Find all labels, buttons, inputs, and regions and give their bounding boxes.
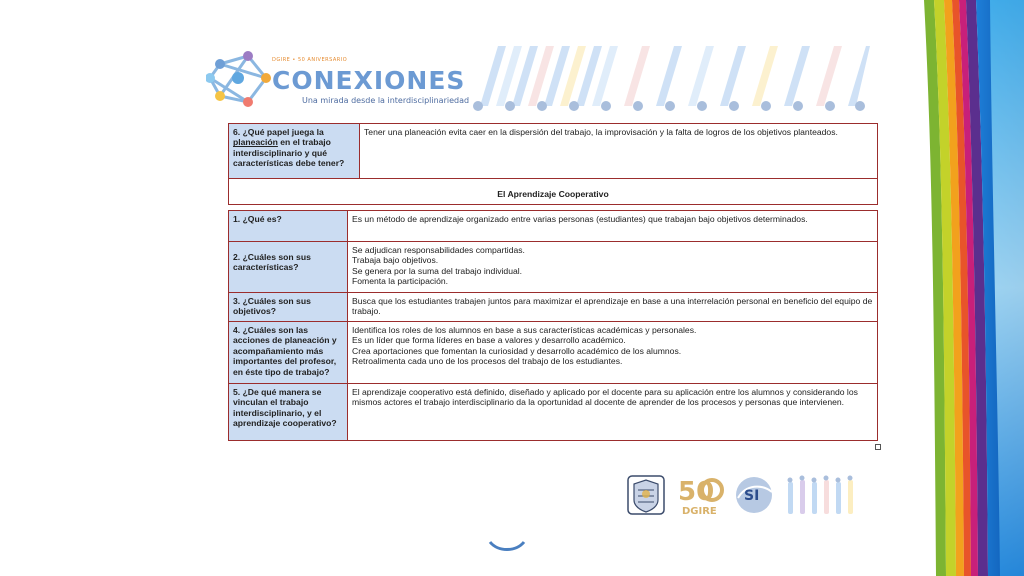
footer-logos (626, 470, 866, 520)
logo-wordmark: CONEXIONES (272, 66, 466, 95)
dgire-label: DGIRE (682, 506, 717, 517)
answer-text: Tener una planeación evita caer en la dispersión del trabajo, la improvisación y la falta de logros de los objetivos planteados. (364, 127, 838, 137)
question-text: ¿Qué es? (242, 214, 282, 224)
table-resize-handle[interactable] (875, 444, 881, 450)
qa-table (228, 123, 878, 205)
answer-cell (348, 211, 878, 242)
section-title: El Aprendizaje Cooperativo (229, 179, 878, 205)
logo-subtitle: Una mirada desde la interdisciplinariedad (302, 96, 470, 105)
answer-line: Se adjudican responsabilidades compartidas. (352, 245, 525, 255)
answer-line: Identifica los roles de los alumnos en base a sus características académicas y personales. (352, 325, 697, 335)
answer-cell (348, 293, 878, 322)
answer-cell (348, 322, 878, 384)
answer-line: Es un líder que forma líderes en base a valores y desarrollo académico. (352, 335, 626, 346)
anniversary-tag: DGIRE • 50 ANIVERSARIO (272, 57, 348, 63)
question-text: ¿Qué papel juega la (242, 127, 324, 137)
table-row (229, 293, 878, 322)
question-text: ¿Cuáles son las acciones de planeación y acompañamiento más importantes del profesor, en éste tipo de trabajo? (233, 325, 337, 377)
answer-cell (348, 242, 878, 293)
question-text: ¿De qué manera se vinculan el trabajo interdisciplinario, y el aprendizaje cooperativo? (233, 387, 337, 429)
answer-line: Se genera por la suma del trabajo individual. (352, 265, 523, 276)
question-number: 4. (233, 325, 241, 335)
answer-line: Fomenta la participación. (352, 276, 449, 287)
footer-stripes-decoration (784, 474, 864, 516)
qa-table-cooperative (228, 210, 878, 441)
answer-line: Retroalimenta cada uno de los procesos del trabajo de los estudiantes. (352, 356, 623, 367)
question-text: en el trabajo interdisciplinario y qué características debe tener? (233, 137, 345, 169)
bottom-arc-decoration (488, 538, 526, 554)
si-label: SI (744, 488, 760, 504)
header-stripes-decoration (470, 44, 870, 114)
question-text: ¿Cuáles son sus características? (233, 252, 311, 273)
question-cell (229, 293, 348, 322)
question-underlined-text: planeación (233, 137, 278, 148)
question-number: 5. (233, 387, 241, 397)
table-row (229, 322, 878, 384)
table-row (229, 242, 878, 293)
question-cell (229, 242, 348, 293)
unam-seal-icon (626, 474, 666, 516)
decorative-ribbon (924, 0, 1024, 576)
question-number: 1. (233, 214, 241, 224)
answer-line: Busca que los estudiantes trabajen juntos para maximizar el aprendizaje en base a una interrelación personal en beneficio del equipo de trabajo. (352, 296, 873, 317)
question-number: 2. (233, 252, 241, 262)
si-logo-icon (732, 474, 776, 516)
question-cell (229, 384, 348, 441)
question-number: 6. (233, 127, 241, 137)
table-row (229, 211, 878, 242)
table-row (229, 179, 878, 205)
answer-line: Trabaja bajo objetivos. (352, 255, 439, 266)
question-cell (229, 322, 348, 384)
question-cell (229, 124, 360, 179)
answer-line: Es un método de aprendizaje organizado entre varias personas (estudiantes) que trabajan bajo objetivos determinados. (352, 214, 808, 224)
table-row (229, 124, 878, 179)
answer-cell (360, 124, 878, 179)
question-number: 3. (233, 296, 241, 306)
question-cell (229, 211, 348, 242)
answer-line: Crea aportaciones que fomentan la curiosidad y desarrollo académico de los alumnos. (352, 345, 682, 356)
answer-line: El aprendizaje cooperativo está definido, diseñado y aplicado por el docente para su aplicación entre los alumnos y considerando los mismos actores el trabajo interdisciplinario da la oportunidad al docente de aprender de los procesos y personas que intervienen. (352, 387, 858, 408)
question-text: ¿Cuáles son sus objetivos? (233, 296, 311, 317)
table-row (229, 384, 878, 441)
dgire-50-logo-icon (674, 472, 724, 518)
answer-cell (348, 384, 878, 441)
dgire-number: 50 (678, 477, 715, 507)
